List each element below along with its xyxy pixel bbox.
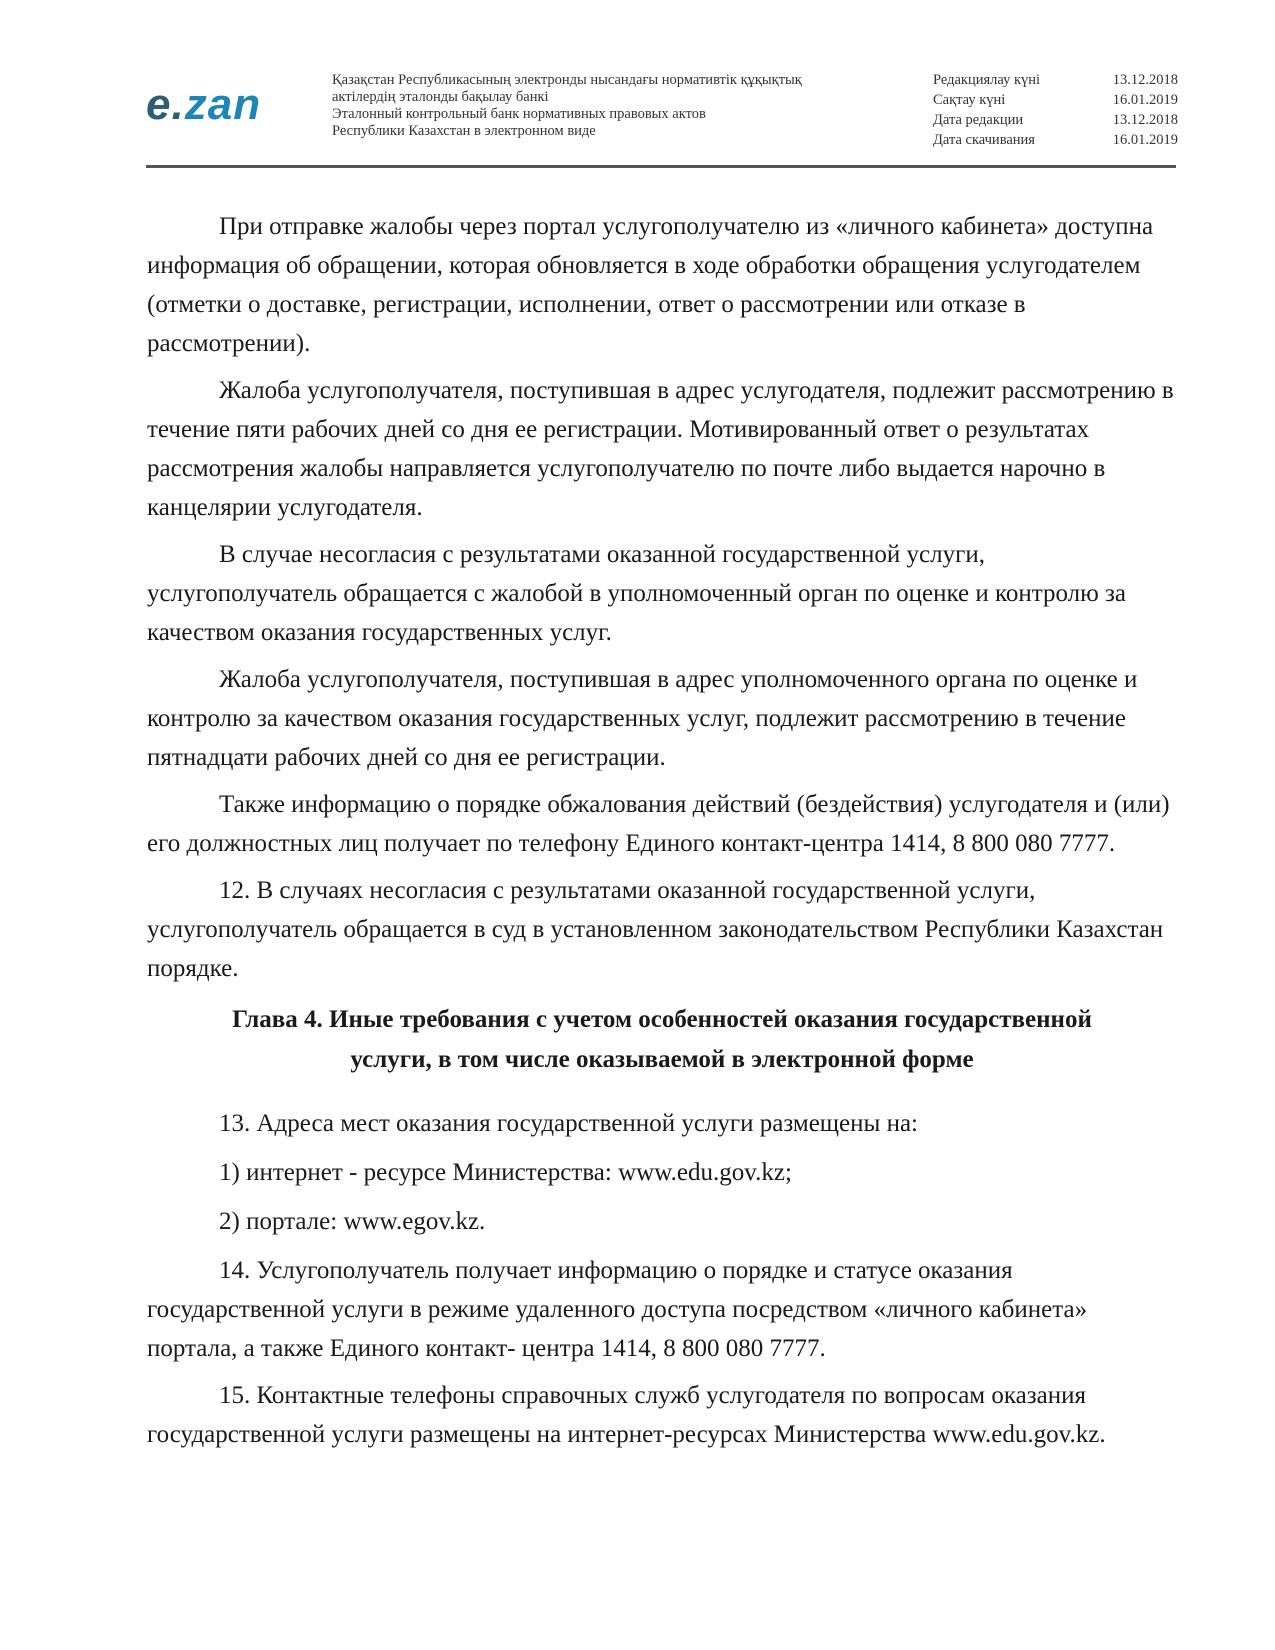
paragraph-13-2: 2) портале: www.egov.kz. bbox=[219, 1208, 486, 1235]
meta-row bbox=[933, 70, 1178, 90]
paragraph-authority-review: Жалоба услугополучателя, поступившая в адрес уполномоченного органа по оценке и контролю за качеством оказания государственных услуг, подлежит рассмотрению в течение пятнадцати рабочих дней со дня ее регистрации. bbox=[147, 666, 1138, 771]
paragraph-portal-complaint: При отправке жалобы через портал услугополучателю из «личного кабинета» доступна информация об обращении, которая обновляется в ходе обработки обращения услугодателем (отметки о доставке, регистрации, исполнении, ответ о рассмотрении или отказе в рассмотрении). bbox=[147, 213, 1154, 357]
chapter-heading bbox=[147, 1000, 1177, 1080]
meta-row bbox=[933, 130, 1178, 150]
meta-label: Дата скачивания bbox=[933, 132, 1035, 148]
bank-line: Республики Казахстан в электронном виде bbox=[332, 123, 596, 139]
logo-zan: zan bbox=[184, 80, 262, 129]
logo-dot: . bbox=[171, 80, 185, 129]
document-dates bbox=[933, 70, 1178, 150]
meta-value: 13.12.2018 bbox=[1112, 72, 1178, 88]
meta-row bbox=[933, 90, 1178, 110]
header-divider bbox=[146, 165, 1176, 168]
bank-description bbox=[332, 72, 892, 140]
meta-label: Редакциялау күні bbox=[933, 72, 1041, 88]
paragraph-13: 13. Адреса мест оказания государственной услуги размещены на: bbox=[219, 1110, 918, 1137]
logo-e: e bbox=[146, 80, 172, 129]
meta-label: Сақтау күні bbox=[933, 92, 1006, 108]
bank-line: Эталонный контрольный банк нормативных правовых актов bbox=[332, 106, 706, 122]
meta-row bbox=[933, 110, 1178, 130]
document-header bbox=[146, 64, 1176, 164]
paragraph-12: 12. В случаях несогласия с результатами оказанной государственной услуги, услугополучатель обращается в суд в установленном законодательством Республики Казахстан порядке. bbox=[147, 877, 1164, 982]
bank-line: актілердің эталонды бақылау банкі bbox=[332, 89, 549, 105]
paragraph-disagreement: В случае несогласия с результатами оказанной государственной услуги, услугополучатель обращается с жалобой в уполномоченный орган по оценке и контролю за качеством оказания государственных услуг. bbox=[147, 541, 1126, 646]
paragraph-contact-center: Также информацию о порядке обжалования действий (бездействия) услугодателя и (или) его должностных лиц получает по телефону Единого контакт-центра 1414, 8 800 080 7777. bbox=[147, 791, 1170, 857]
document-body bbox=[147, 207, 1177, 1462]
meta-value: 16.01.2019 bbox=[1112, 132, 1178, 148]
meta-value: 13.12.2018 bbox=[1112, 112, 1178, 128]
chapter-heading-line: услуги, в том числе оказываемой в электронной форме bbox=[350, 1046, 974, 1073]
meta-label: Дата редакции bbox=[933, 112, 1024, 128]
chapter-heading-line: Глава 4. Иные требования с учетом особенностей оказания государственной bbox=[232, 1006, 1092, 1033]
paragraph-complaint-review: Жалоба услугополучателя, поступившая в адрес услугодателя, подлежит рассмотрению в течение пяти рабочих дней со дня ее регистрации. Мотивированный ответ о результатах рассмотрения жалобы направляется услугополучателю по почте либо выдается нарочно в канцелярии услугодателя. bbox=[147, 377, 1174, 521]
paragraph-15: 15. Контактные телефоны справочных служб услугодателя по вопросам оказания государственной услуги размещены на интернет-ресурсах Министерства www.edu.gov.kz. bbox=[147, 1382, 1106, 1448]
meta-value: 16.01.2019 bbox=[1112, 92, 1178, 108]
ezan-logo bbox=[146, 80, 261, 130]
bank-line: Қазақстан Республикасының электронды нысандағы нормативтік құқықтық bbox=[332, 72, 802, 88]
paragraph-13-1: 1) интернет - ресурсе Министерства: www.edu.gov.kz; bbox=[219, 1159, 792, 1186]
paragraph-14: 14. Услугополучатель получает информацию о порядке и статусе оказания государственной услуги в режиме удаленного доступа посредством «личного кабинета» портала, а также Единого контакт- центра 1414, 8 800 080 7777. bbox=[147, 1257, 1088, 1362]
